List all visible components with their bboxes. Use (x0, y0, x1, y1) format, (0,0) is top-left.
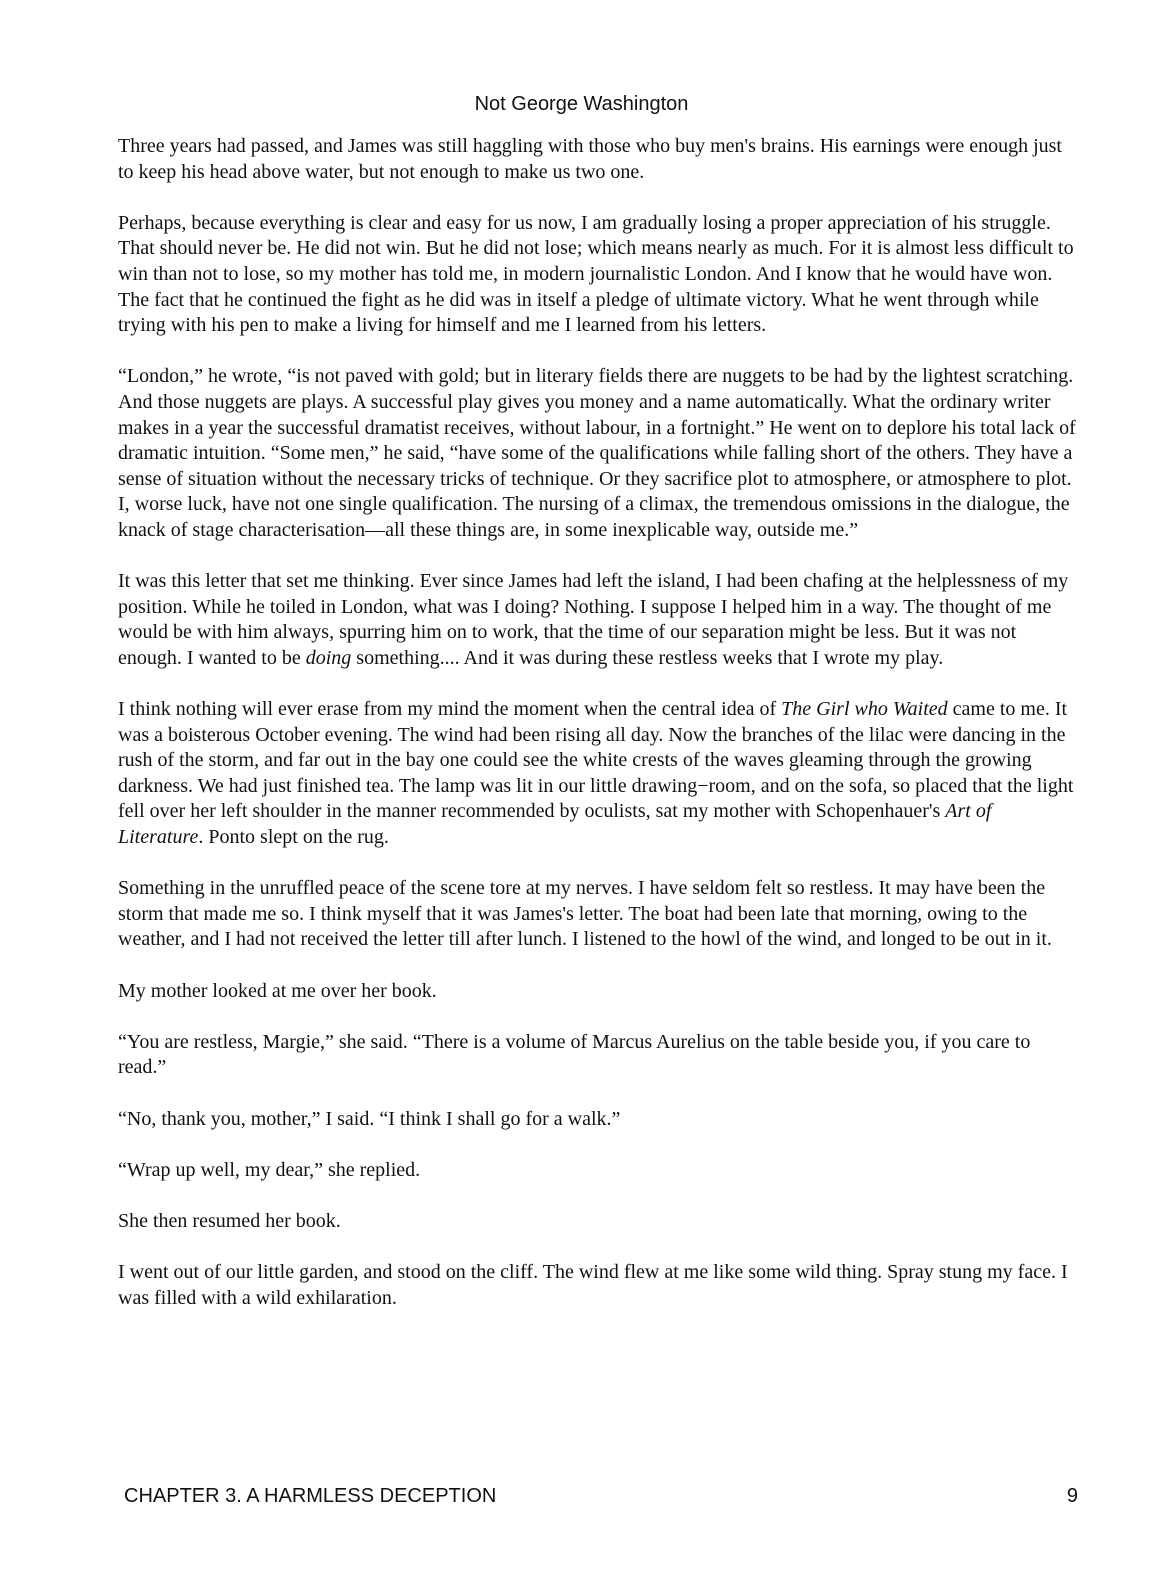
paragraph-text: I went out of our little garden, and stood on the cliff. The wind flew at me like some wild thing. Spray stung my face. I was filled with a wild exhilaration. (118, 1261, 1068, 1309)
paragraph (118, 1107, 1078, 1133)
body-text (118, 134, 1078, 1337)
paragraph (118, 1030, 1078, 1081)
paragraph (118, 979, 1078, 1005)
paragraph-text: Something in the unruffled peace of the scene tore at my nerves. I have seldom felt so restless. It may have been the storm that made me so. I think myself that it was James's letter. The boat had been late that morning, owing to the weather, and I had not received the letter till after lunch. I listened to the howl of the wind, and longed to be out in it. (118, 877, 1052, 951)
paragraph (118, 1209, 1078, 1235)
paragraph-text: Perhaps, because everything is clear and easy for us now, I am gradually losing a proper appreciation of his struggle. That should never be. He did not win. But he did not lose; which means nearly as much. For it is almost less difficult to win than not to lose, so my mother has told me, in modern journalistic London. And I know that he would have won. The fact that he continued the fight as he did was in itself a pledge of ultimate victory. What he went through while trying with his pen to make a living for himself and me I learned from his letters. (118, 211, 1074, 337)
paragraph-text: “No, thank you, mother,” I said. “I think I shall go for a walk.” (118, 1107, 621, 1130)
paragraph (118, 1260, 1078, 1311)
italic-text: doing (305, 646, 352, 669)
page-header (0, 92, 1163, 116)
paragraph-text: She then resumed her book. (118, 1209, 341, 1232)
paragraph-text: It was this letter that set me thinking. Ever since James had left the island, I had been chafing at the helplessness of my position. While he toiled in London, what was I doing? Nothing. I suppose I helped him in a way. The thought of me would be with him always, spurring him on to work, that the time of our separation might be less. But it was not enough. I wanted to be (118, 570, 1069, 669)
paragraph (118, 134, 1078, 185)
paragraph (118, 569, 1078, 671)
page-footer (124, 1484, 1078, 1508)
paragraph-text: something.... And it was during these restless weeks that I wrote my play. (351, 646, 944, 669)
paragraph-text: “Wrap up well, my dear,” she replied. (118, 1158, 421, 1181)
paragraph (118, 364, 1078, 543)
paragraph (118, 1158, 1078, 1184)
paragraph-text: I think nothing will ever erase from my mind the moment when the central idea of (118, 698, 782, 721)
paragraph-text: Three years had passed, and James was still haggling with those who buy men's brains. His earnings were enough just to keep his head above water, but not enough to make us two one. (118, 135, 1062, 183)
chapter-title: CHAPTER 3. A HARMLESS DECEPTION (124, 1485, 497, 1507)
paragraph-text: “You are restless, Margie,” she said. “There is a volume of Marcus Aurelius on the table beside you, if you care to read.” (118, 1030, 1031, 1079)
page-number: 9 (1066, 1485, 1078, 1507)
book-title: Not George Washington (474, 93, 689, 115)
italic-text: The Girl who Waited (781, 698, 948, 721)
paragraph-text: My mother looked at me over her book. (118, 979, 437, 1002)
paragraph (118, 876, 1078, 953)
paragraph-text: “London,” he wrote, “is not paved with gold; but in literary fields there are nuggets to be had by the lightest scratching. And those nuggets are plays. A successful play gives you money and a name automatically. What the ordinary writer makes in a year the successful dramatist receives, without labour, in a fortnight.” He went on to deplore his total lack of dramatic intuition. “Some men,” he said, “have some of the qualifications while falling short of the others. They have a sense of situation without the necessary tricks of technique. Or they sacrifice plot to atmosphere, or atmosphere to plot. I, worse luck, have not one single qualification. The nursing of a climax, the tremendous omissions in the dialogue, the knack of stage characterisation—all these things are, in some inexplicable way, outside me.” (118, 365, 1076, 541)
paragraph (118, 697, 1078, 851)
paragraph-text: . Ponto slept on the rug. (198, 826, 389, 849)
italic-text: Art of Literature (118, 800, 992, 849)
paragraph-text: came to me. It was a boisterous October evening. The wind had been rising all day. Now the branches of the lilac were dancing in the rush of the storm, and far out in the bay one could see the white crests of the waves gleaming through the growing darkness. We had just finished tea. The lamp was lit in our little drawing−room, and on the sofa, so placed that the light fell over her left shoulder in the manner recommended by oculists, sat my mother with Schopenhauer's (118, 698, 1074, 823)
paragraph (118, 211, 1078, 339)
